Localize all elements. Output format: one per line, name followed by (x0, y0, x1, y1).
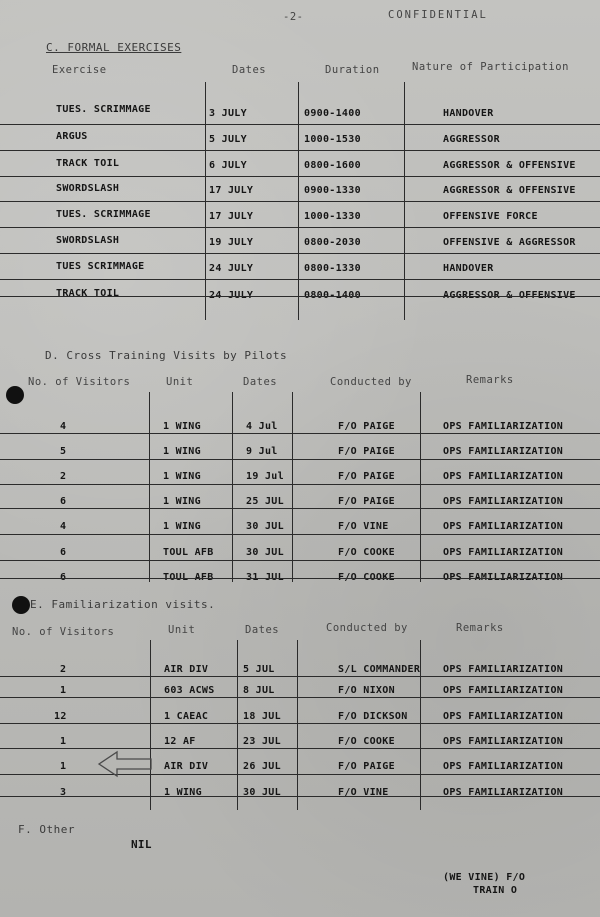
section-f-value: NIL (131, 838, 152, 851)
table-cell: 18 JUL (243, 711, 281, 722)
row-line (0, 279, 600, 280)
table-cell: ARGUS (56, 131, 88, 142)
table-cell: F/O PAIGE (338, 446, 395, 457)
table-cell: TUES. SCRIMMAGE (56, 104, 151, 115)
table-cell: OPS FAMILIARIZATION (443, 421, 564, 432)
table-cell: 1 WING (163, 471, 201, 482)
table-cell: SWORDSLASH (56, 183, 120, 194)
section-c-title: C. FORMAL EXERCISES (46, 41, 182, 54)
table-cell: 24 JULY (209, 263, 254, 274)
table-cell: 2 (60, 664, 67, 675)
table-cell: 4 Jul (246, 421, 278, 432)
col-unit-header: Unit (166, 376, 194, 388)
row-line (0, 534, 600, 535)
table-cell: 6 (60, 547, 67, 558)
table-cell: 5 (60, 446, 67, 457)
row-line (0, 578, 600, 579)
table-cell: 1 WING (163, 446, 201, 457)
table-divider (150, 640, 151, 810)
table-cell: 0800-1400 (304, 290, 361, 301)
table-cell: 19 JULY (209, 237, 254, 248)
table-cell: 19 Jul (246, 471, 284, 482)
table-cell: 1 WING (163, 421, 201, 432)
section-d-title: D. Cross Training Visits by Pilots (45, 349, 288, 362)
row-line (0, 484, 600, 485)
signature-title: TRAIN O (473, 885, 518, 896)
col-conducted-header: Conducted by (330, 376, 412, 388)
table-cell: 1 WING (164, 787, 202, 798)
classification-label: CONFIDENTIAL (388, 9, 488, 21)
table-cell: AGGRESSOR & OFFENSIVE (443, 160, 576, 171)
table-cell: 603 ACWS (164, 685, 215, 696)
table-cell: SWORDSLASH (56, 235, 120, 246)
table-cell: 4 (60, 421, 67, 432)
table-cell: 0800-1600 (304, 160, 361, 171)
table-cell: 17 JULY (209, 185, 254, 196)
table-cell: HANDOVER (443, 108, 494, 119)
table-cell: 0900-1400 (304, 108, 361, 119)
table-cell: F/O VINE (338, 787, 389, 798)
row-line (0, 697, 600, 698)
table-divider (232, 392, 233, 582)
table-cell: 6 JULY (209, 160, 247, 171)
row-line (0, 748, 600, 749)
table-cell: 1 (60, 685, 67, 696)
table-cell: F/O PAIGE (338, 496, 395, 507)
table-cell: TOUL AFB (163, 547, 214, 558)
col-remarks-header: Remarks (466, 374, 514, 386)
col-nature-header: Nature of Participation (412, 61, 569, 73)
table-cell: 1 WING (163, 521, 201, 532)
table-cell: AGGRESSOR (443, 134, 500, 145)
table-cell: OPS FAMILIARIZATION (443, 572, 564, 583)
col-dates-header: Dates (243, 376, 278, 388)
table-cell: 17 JULY (209, 211, 254, 222)
row-line (0, 433, 600, 434)
table-cell: OPS FAMILIARIZATION (443, 736, 564, 747)
table-cell: F/O PAIGE (338, 421, 395, 432)
table-cell: TRACK TOIL (56, 288, 120, 299)
row-line (0, 124, 600, 125)
table-cell: F/O COOKE (338, 736, 395, 747)
col-duration-header: Duration (325, 64, 380, 76)
table-cell: 1000-1330 (304, 211, 361, 222)
row-line (0, 253, 600, 254)
arrow-mark-icon (95, 748, 155, 780)
table-cell: 3 (60, 787, 67, 798)
table-cell: AIR DIV (164, 664, 209, 675)
row-line (0, 774, 600, 775)
table-divider (149, 392, 150, 582)
row-line (0, 296, 600, 297)
table-cell: 4 (60, 521, 67, 532)
table-cell: OPS FAMILIARIZATION (443, 711, 564, 722)
table-cell: F/O NIXON (338, 685, 395, 696)
table-cell: 26 JUL (243, 761, 281, 772)
table-cell: TRACK TOIL (56, 158, 120, 169)
table-cell: 12 (54, 711, 67, 722)
hole-punch-dot (6, 386, 24, 404)
table-cell: 1 (60, 736, 67, 747)
table-divider (292, 392, 293, 582)
table-cell: F/O VINE (338, 521, 389, 532)
row-line (0, 560, 600, 561)
table-cell: OPS FAMILIARIZATION (443, 547, 564, 558)
table-cell: 31 JUL (246, 572, 284, 583)
table-cell: 30 JUL (243, 787, 281, 798)
col-dates-header: Dates (245, 624, 280, 636)
table-cell: OPS FAMILIARIZATION (443, 446, 564, 457)
table-cell: 2 (60, 471, 67, 482)
table-cell: F/O COOKE (338, 572, 395, 583)
col-visitors-header: No. of Visitors (12, 626, 115, 638)
table-cell: F/O DICKSON (338, 711, 408, 722)
table-divider (297, 640, 298, 810)
table-cell: F/O COOKE (338, 547, 395, 558)
table-cell: 1000-1530 (304, 134, 361, 145)
table-cell: OPS FAMILIARIZATION (443, 471, 564, 482)
hole-punch-dot (12, 596, 30, 614)
row-line (0, 723, 600, 724)
table-cell: 6 (60, 496, 67, 507)
table-cell: 24 JULY (209, 290, 254, 301)
section-f-title: F. Other (18, 823, 75, 836)
table-cell: 0800-2030 (304, 237, 361, 248)
row-line (0, 201, 600, 202)
signature-name: (WE VINE) F/O (443, 872, 526, 883)
table-cell: F/O PAIGE (338, 761, 395, 772)
table-cell: AIR DIV (164, 761, 209, 772)
table-cell: 8 JUL (243, 685, 275, 696)
table-cell: OFFENSIVE FORCE (443, 211, 538, 222)
col-visitors-header: No. of Visitors (28, 376, 131, 388)
table-divider (237, 640, 238, 810)
table-cell: 12 AF (164, 736, 196, 747)
table-cell: HANDOVER (443, 263, 494, 274)
row-line (0, 508, 600, 509)
table-cell: F/O PAIGE (338, 471, 395, 482)
table-cell: 30 JUL (246, 547, 284, 558)
table-cell: 5 JULY (209, 134, 247, 145)
table-cell: OPS FAMILIARIZATION (443, 496, 564, 507)
col-dates-header: Dates (232, 64, 267, 76)
row-line (0, 459, 600, 460)
page-number: -2- (283, 11, 304, 23)
table-cell: OPS FAMILIARIZATION (443, 761, 564, 772)
table-cell: AGGRESSOR & OFFENSIVE (443, 185, 576, 196)
table-cell: OFFENSIVE & AGGRESSOR (443, 237, 576, 248)
table-cell: S/L COMMANDER (338, 664, 421, 675)
table-cell: 3 JULY (209, 108, 247, 119)
table-cell: 1 WING (163, 496, 201, 507)
table-cell: OPS FAMILIARIZATION (443, 685, 564, 696)
col-unit-header: Unit (168, 624, 196, 636)
table-cell: OPS FAMILIARIZATION (443, 664, 564, 675)
table-cell: TUES. SCRIMMAGE (56, 209, 151, 220)
table-cell: AGGRESSOR & OFFENSIVE (443, 290, 576, 301)
table-cell: 23 JUL (243, 736, 281, 747)
table-cell: 1 CAEAC (164, 711, 209, 722)
col-conducted-header: Conducted by (326, 622, 408, 634)
row-line (0, 227, 600, 228)
row-line (0, 176, 600, 177)
table-cell: OPS FAMILIARIZATION (443, 521, 564, 532)
row-line (0, 796, 600, 797)
row-line (0, 150, 600, 151)
table-cell: 25 JUL (246, 496, 284, 507)
table-cell: 0800-1330 (304, 263, 361, 274)
section-e-title: E. Familiarization visits. (30, 598, 216, 611)
col-remarks-header: Remarks (456, 622, 504, 634)
table-cell: 30 JUL (246, 521, 284, 532)
table-cell: 5 JUL (243, 664, 275, 675)
col-exercise-header: Exercise (52, 64, 107, 76)
table-cell: 0900-1330 (304, 185, 361, 196)
table-cell: OPS FAMILIARIZATION (443, 787, 564, 798)
table-cell: TUES SCRIMMAGE (56, 261, 145, 272)
table-cell: TOUL AFB (163, 572, 214, 583)
table-cell: 6 (60, 572, 67, 583)
table-divider (420, 392, 421, 582)
row-line (0, 676, 600, 677)
table-cell: 1 (60, 761, 67, 772)
table-cell: 9 Jul (246, 446, 278, 457)
